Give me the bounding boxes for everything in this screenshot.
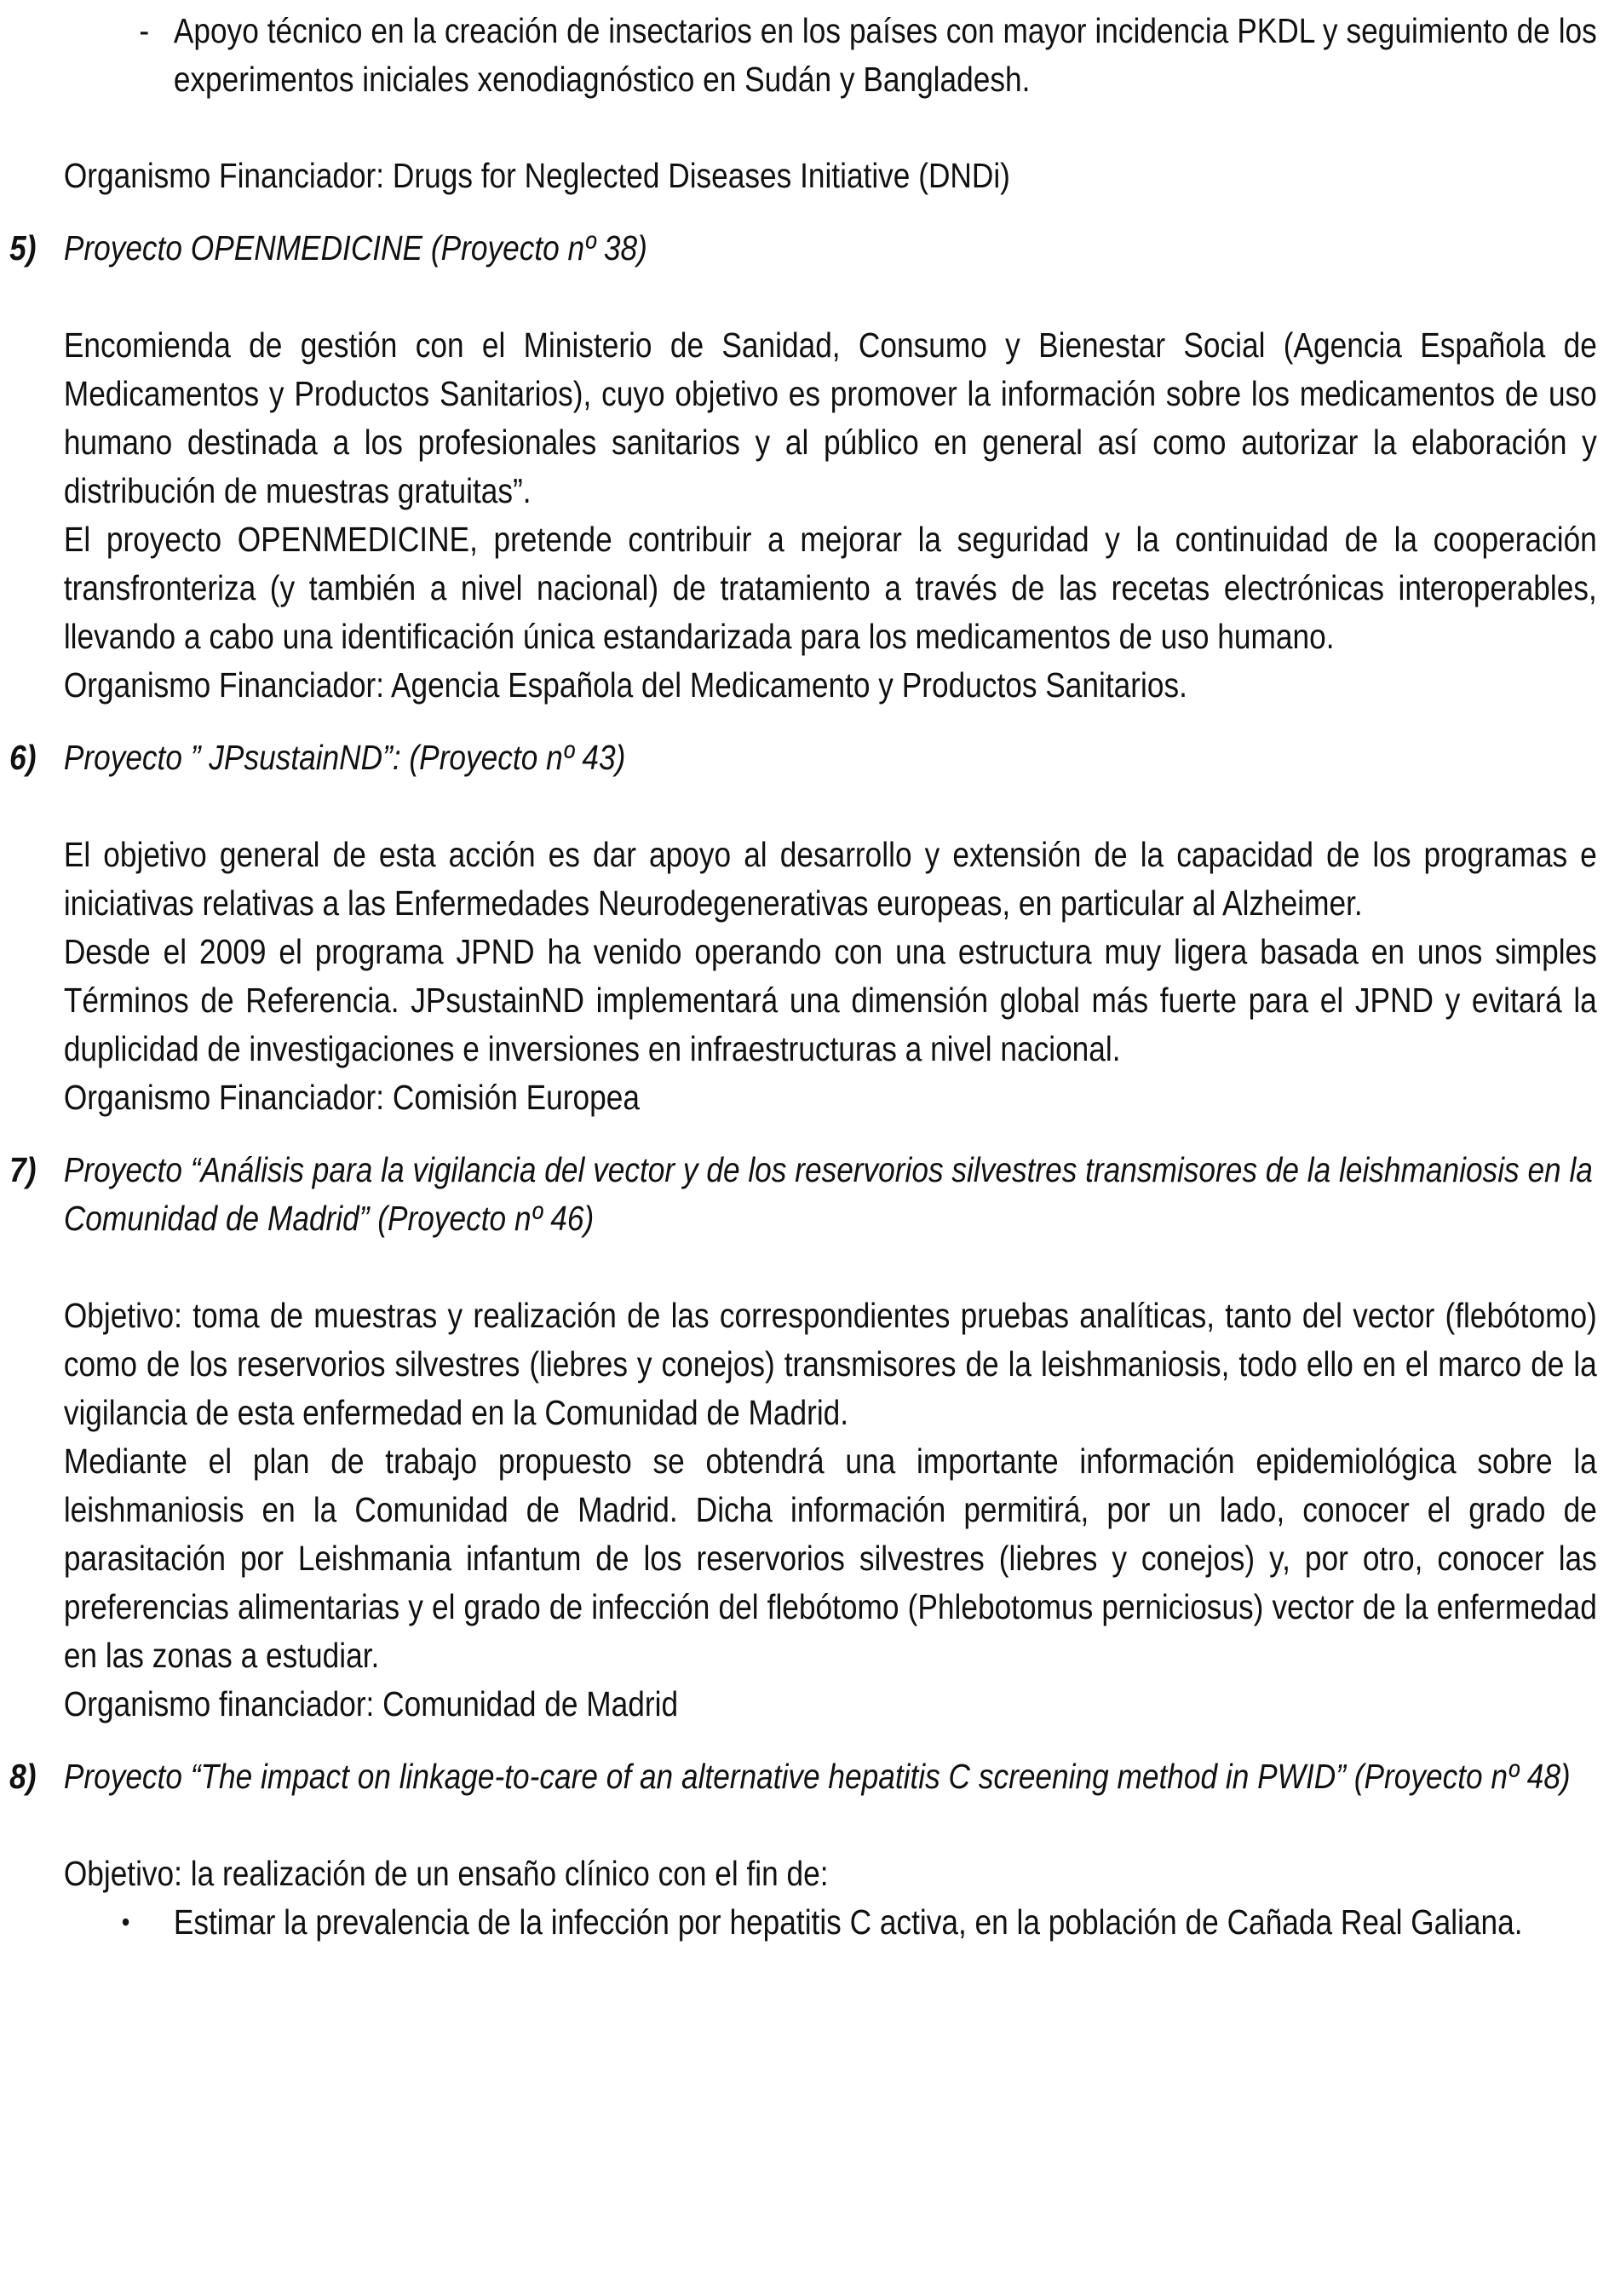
section-number: 7) [9, 1150, 37, 1189]
funder-line: Organismo financiador: Comunidad de Madrid [63, 1684, 679, 1723]
dash-list-item [0, 7, 1597, 104]
spacer [0, 782, 1597, 831]
paragraph: El proyecto OPENMEDICINE, pretende contribuir a mejorar la seguridad y la continuidad de la cooperación transfronteriza (y también a nivel nacional) de tratamiento a través de las recetas electrónicas interoperables, llevando a cabo una identificación única estandarizada para los medicamentos de uso humano. [63, 520, 1597, 656]
paragraph: Objetivo: toma de muestras y realización de las correspondientes pruebas analíticas, tanto del vector (flebótomo) como de los reservorios silvestres (liebres y conejos) transmisores de la leishmaniosis, todo ello en el marco de la vigilancia de esta enfermedad en la Comunidad de Madrid. [63, 1296, 1597, 1432]
bullet-list-item [0, 1898, 1597, 1947]
section-title: Proyecto ” JPsustainND”: (Proyecto nº 43) [63, 738, 626, 777]
section-title: Proyecto “Análisis para la vigilancia del vector y de los reservorios silvestres transmisores de la leishmaniosis en la Comunidad de Madrid” (Proyecto nº 46) [63, 1150, 1593, 1238]
section-number: 6) [9, 738, 37, 777]
spacer [0, 273, 1597, 321]
dash-item-text: Apoyo técnico en la creación de insectarios en los países con mayor incidencia PKDL y seguimiento de los experimentos iniciales xenodiagnóstico en Sudán y Bangladesh. [173, 11, 1597, 99]
funder-line: Organismo Financiador: Comisión Europea [63, 1078, 640, 1117]
section-heading [0, 1752, 1597, 1801]
section-title: Proyecto OPENMEDICINE (Proyecto nº 38) [63, 228, 647, 268]
section-number: 8) [9, 1757, 37, 1796]
paragraph: Objetivo: la realización de un ensaño clínico con el fin de: [63, 1854, 829, 1893]
section-heading [0, 734, 1597, 782]
section-title: Proyecto “The impact on linkage-to-care of an alternative hepatitis C screening method in PWID” (Proyecto nº 48) [63, 1757, 1571, 1796]
section-number: 5) [9, 228, 37, 268]
document-body [0, 7, 1597, 1947]
bullet-marker: • [121, 1907, 130, 1937]
spacer [0, 1801, 1597, 1850]
spacer [0, 1243, 1597, 1292]
section-7 [0, 1146, 1597, 1729]
intro-funder: Organismo Financiador: Drugs for Neglected Diseases Initiative (DNDi) [63, 156, 1010, 195]
section-heading [0, 224, 1597, 273]
bullet-text: Estimar la prevalencia de la infección por hepatitis C activa, en la población de Cañada Real Galiana. [173, 1902, 1523, 1942]
paragraph: Mediante el plan de trabajo propuesto se obtendrá una importante información epidemiológica sobre la leishmaniosis en la Comunidad de Madrid. Dicha información permitirá, por un lado, conocer el grado de parasitación por Leishmania infantum de los reservorios silvestres (liebres y conejos) y, por otro, conocer las preferencias alimentarias y el grado de infección del flebótomo (Phlebotomus perniciosus) vector de la enfermedad en las zonas a estudiar. [63, 1441, 1597, 1675]
section-8 [0, 1752, 1597, 1947]
section-body [0, 1292, 1597, 1729]
section-body [0, 1850, 1597, 1898]
paragraph: El objetivo general de esta acción es dar apoyo al desarrollo y extensión de la capacidad de los programas e iniciativas relativas a las Enfermedades Neurodegenerativas europeas, en particular al Alzheimer. [63, 835, 1597, 923]
section-6 [0, 734, 1597, 1122]
section-body [0, 321, 1597, 710]
section-5 [0, 224, 1597, 710]
paragraph: Desde el 2009 el programa JPND ha venido operando con una estructura muy ligera basada en unos simples Términos de Referencia. JPsustainND implementará una dimensión global más fuerte para el JPND y evitará la duplicidad de investigaciones e inversiones en infraestructuras a nivel nacional. [63, 932, 1597, 1068]
dash-marker: - [139, 11, 150, 50]
funder-line: Organismo Financiador: Agencia Española del Medicamento y Productos Sanitarios. [63, 665, 1187, 705]
section-body [0, 831, 1597, 1122]
paragraph: Encomienda de gestión con el Ministerio de Sanidad, Consumo y Bienestar Social (Agencia Española de Medicamentos y Productos Sanitarios), cuyo objetivo es promover la información sobre los medicamentos de uso humano destinada a los profesionales sanitarios y al público en general así como autorizar la elaboración y distribución de muestras gratuitas”. [63, 325, 1597, 510]
section-heading [0, 1146, 1597, 1243]
